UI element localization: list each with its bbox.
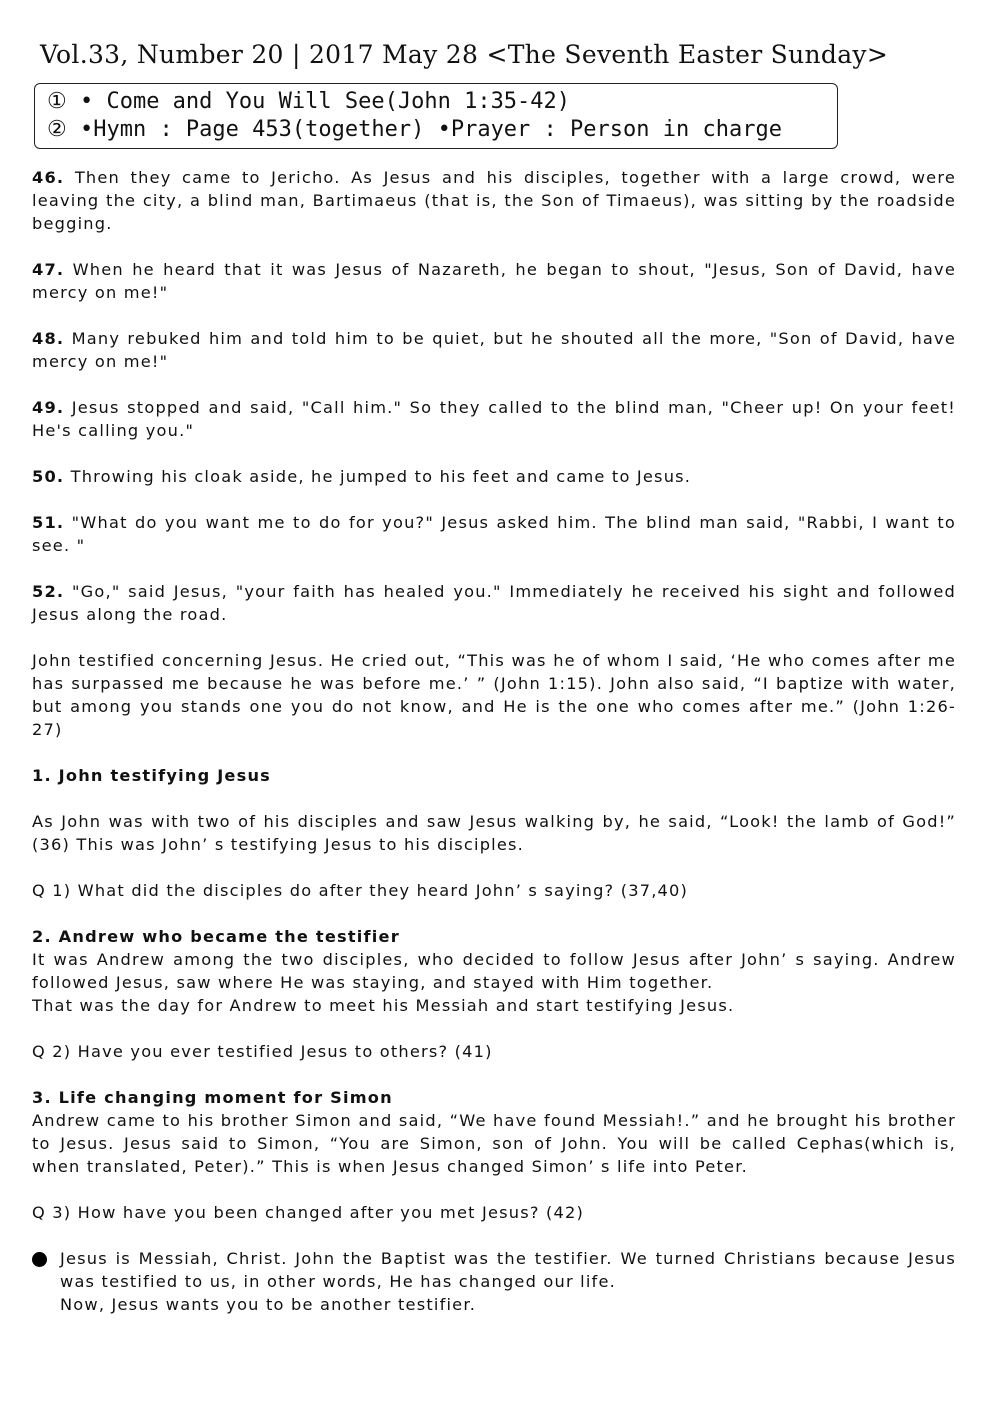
bulletin-title: Vol.33, Number 20 | 2017 May 28 <The Seventh Easter Sunday> (40, 40, 889, 69)
closing-line-2: Now, Jesus wants you to be another testifier. (60, 1295, 477, 1314)
verse-text: "Go," said Jesus, "your faith has healed you." Immediately he received his sight and followed Jesus along the road. (32, 582, 956, 624)
bullet-icon (32, 1252, 47, 1267)
order-line-hymn-prayer: ② •Hymn : Page 453(together) •Prayer : Person in charge (47, 117, 782, 142)
verse-number: 48. (32, 329, 65, 348)
section-2-text-continued: That was the day for Andrew to meet his Messiah and start testifying Jesus. (32, 996, 735, 1015)
verse-number: 47. (32, 260, 65, 279)
section-1-heading (32, 764, 956, 787)
verse-text: When he heard that it was Jesus of Nazareth, he began to shout, "Jesus, Son of David, have mercy on me!" (32, 260, 956, 302)
section-2-heading (32, 925, 956, 948)
section-3-heading (32, 1086, 956, 1109)
verse-49 (32, 396, 956, 442)
verse-51 (32, 511, 956, 557)
verse-text: Throwing his cloak aside, he jumped to his feet and came to Jesus. (64, 467, 692, 486)
verse-50 (32, 465, 956, 488)
verse-52 (32, 580, 956, 626)
section-heading: 2. Andrew who became the testifier (32, 927, 400, 946)
question-2: Q 2) Have you ever testified Jesus to others? (41) (32, 1042, 493, 1061)
section-2-text: It was Andrew among the two disciples, who decided to follow Jesus after John’ s saying. Andrew followed Jesus, saw where He was staying, and stayed with Him together. (32, 950, 956, 992)
verse-number: 49. (32, 398, 65, 417)
verse-text: "What do you want me to do for you?" Jesus asked him. The blind man said, "Rabbi, I want to see. " (32, 513, 956, 555)
section-heading: 3. Life changing moment for Simon (32, 1088, 393, 1107)
verse-48 (32, 327, 956, 373)
intro-paragraph: John testified concerning Jesus. He cried out, “This was he of whom I said, ‘He who comes after me has surpassed me because he was before me.’ ” (John 1:15). John also said, “I baptize with water, but among you stands one you do not know, and He is the one who comes after me.” (John 1:26-27) (32, 651, 956, 739)
closing-note (32, 1247, 956, 1316)
section-heading: 1. John testifying Jesus (32, 766, 272, 785)
closing-line-1: Jesus is Messiah, Christ. John the Baptist was the testifier. We turned Christians because Jesus was testified to us, in other words, He has changed our life. (60, 1249, 956, 1291)
verse-number: 50. (32, 467, 65, 486)
section-3-text: Andrew came to his brother Simon and said, “We have found Messiah!.” and he brought his brother to Jesus. Jesus said to Simon, “You are Simon, son of John. You will be called Cephas(which is, when translated, Peter).” This is when Jesus changed Simon’ s life into Peter. (32, 1111, 956, 1176)
verse-number: 46. (32, 168, 65, 187)
verse-text: Many rebuked him and told him to be quiet, but he shouted all the more, "Son of David, have mercy on me!" (32, 329, 956, 371)
verse-number: 52. (32, 582, 65, 601)
verse-47 (32, 258, 956, 304)
section-1-text: As John was with two of his disciples and saw Jesus walking by, he said, “Look! the lamb of God!” (36) This was John’ s testifying Jesus to his disciples. (32, 812, 956, 854)
verse-46 (32, 166, 956, 235)
question-3: Q 3) How have you been changed after you met Jesus? (42) (32, 1203, 585, 1222)
bulletin-body (32, 166, 956, 1316)
order-line-sermon: ① • Come and You Will See(John 1:35-42) (47, 89, 571, 114)
verse-text: Jesus stopped and said, "Call him." So they called to the blind man, "Cheer up! On your feet! He's calling you." (32, 398, 956, 440)
verse-text: Then they came to Jericho. As Jesus and his disciples, together with a large crowd, were leaving the city, a blind man, Bartimaeus (that is, the Son of Timaeus), was sitting by the roadside begging. (32, 168, 956, 233)
order-of-service-box (34, 83, 838, 149)
question-1: Q 1) What did the disciples do after they heard John’ s saying? (37,40) (32, 881, 689, 900)
verse-number: 51. (32, 513, 65, 532)
